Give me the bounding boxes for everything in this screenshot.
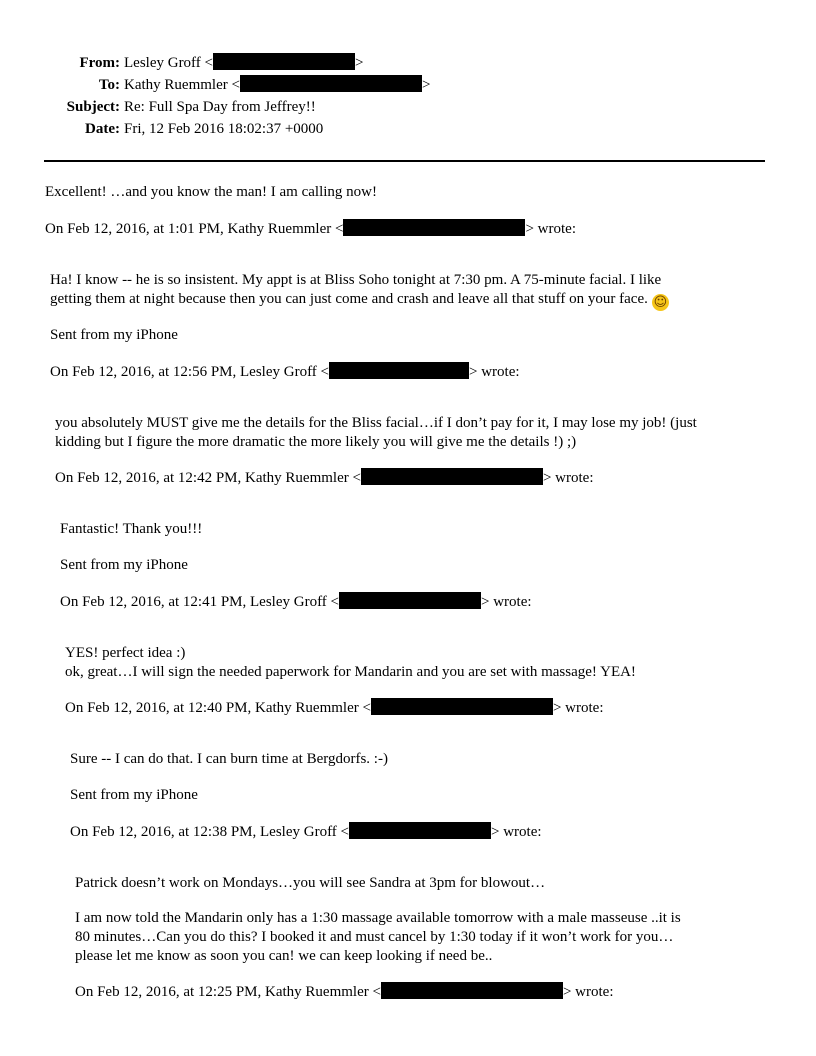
message-line: 80 minutes…Can you do this? I booked it and must cancel by 1:30 today if it won’t work for you… xyxy=(75,929,674,945)
redaction-box xyxy=(371,698,553,715)
attribution-text: On Feb 12, 2016, at 12:38 PM, Lesley Groff < xyxy=(70,824,349,840)
message-text: Excellent! …and you know the man! I am calling now! xyxy=(45,184,377,200)
quote-attribution xyxy=(50,362,520,382)
attribution-wrote: > wrote: xyxy=(469,364,520,380)
attribution-wrote: > wrote: xyxy=(562,984,614,1000)
quote-attribution xyxy=(60,592,532,612)
message-line: YES! perfect idea :) xyxy=(65,645,186,661)
grinning-face-icon: ☺ xyxy=(653,295,668,310)
message-line: ok, great…I will sign the needed paperwork for Mandarin and you are set with massage! YEA! xyxy=(65,664,636,680)
message-text: Sure -- I can do that. I can burn time at Bergdorfs. :-) xyxy=(70,751,388,767)
message-text xyxy=(50,271,669,311)
message-text xyxy=(75,909,681,966)
signature: Sent from my iPhone xyxy=(50,327,178,343)
redaction-box xyxy=(339,592,481,609)
attribution-text: On Feb 12, 2016, at 12:41 PM, Lesley Groff < xyxy=(60,594,339,610)
attribution-text: On Feb 12, 2016, at 12:42 PM, Kathy Ruemmler < xyxy=(55,470,361,486)
redaction-box xyxy=(343,219,525,236)
message-text xyxy=(65,644,636,682)
message-text: Patrick doesn’t work on Mondays…you will see Sandra at 3pm for blowout… xyxy=(75,875,546,891)
redaction-box xyxy=(381,982,563,999)
attribution-text: On Feb 12, 2016, at 12:56 PM, Lesley Groff < xyxy=(50,364,329,380)
signature: Sent from my iPhone xyxy=(70,787,198,803)
quote-attribution xyxy=(75,982,613,1002)
date-value: Fri, 12 Feb 2016 18:02:37 +0000 xyxy=(124,121,324,137)
redaction-box xyxy=(361,468,543,485)
to-name: Kathy Ruemmler < xyxy=(124,77,240,93)
message-text xyxy=(55,414,697,452)
subject-label: Subject: xyxy=(66,99,120,115)
from-label: From: xyxy=(79,55,120,71)
message-line: kidding but I figure the more dramatic the more likely you will give me the details !) ;) xyxy=(55,434,577,450)
date-label: Date: xyxy=(85,121,120,137)
subject-value: Re: Full Spa Day from Jeffrey!! xyxy=(124,99,316,115)
attribution-text: On Feb 12, 2016, at 1:01 PM, Kathy Ruemmler < xyxy=(45,221,344,237)
attribution-text: On Feb 12, 2016, at 12:40 PM, Kathy Ruemmler < xyxy=(65,700,371,716)
redaction-box xyxy=(329,362,469,379)
quote-attribution xyxy=(55,468,593,488)
header-divider xyxy=(44,160,765,162)
redaction-box xyxy=(349,822,491,839)
message-line: getting them at night because then you can just come and crash and leave all that stuff on your face. xyxy=(50,291,648,307)
redaction-box xyxy=(240,75,422,92)
signature: Sent from my iPhone xyxy=(60,557,188,573)
attribution-wrote: > wrote: xyxy=(525,221,576,237)
attribution-wrote: > wrote: xyxy=(481,594,532,610)
close-angle: > xyxy=(421,77,431,93)
quote-attribution xyxy=(45,219,576,239)
message-line: please let me know as soon you can! we can keep looking if need be.. xyxy=(75,948,493,964)
quote-attribution xyxy=(70,822,542,842)
message-text: Fantastic! Thank you!!! xyxy=(60,521,203,537)
close-angle: > xyxy=(355,55,364,71)
to-label: To: xyxy=(98,77,120,93)
from-name: Lesley Groff < xyxy=(124,55,213,71)
attribution-wrote: > wrote: xyxy=(491,824,542,840)
message-line: you absolutely MUST give me the details for the Bliss facial…if I don’t pay for it, I may lose my job! (just xyxy=(55,415,697,431)
message-line: Ha! I know -- he is so insistent. My appt is at Bliss Soho tonight at 7:30 pm. A 75-minute facial. I like xyxy=(50,272,662,288)
attribution-wrote: > wrote: xyxy=(542,470,594,486)
quote-attribution xyxy=(65,698,603,718)
message-line: I am now told the Mandarin only has a 1:30 massage available tomorrow with a male masseuse ..it is xyxy=(75,910,681,926)
redaction-box xyxy=(213,53,355,70)
attribution-text: On Feb 12, 2016, at 12:25 PM, Kathy Ruemmler < xyxy=(75,984,381,1000)
attribution-wrote: > wrote: xyxy=(552,700,604,716)
